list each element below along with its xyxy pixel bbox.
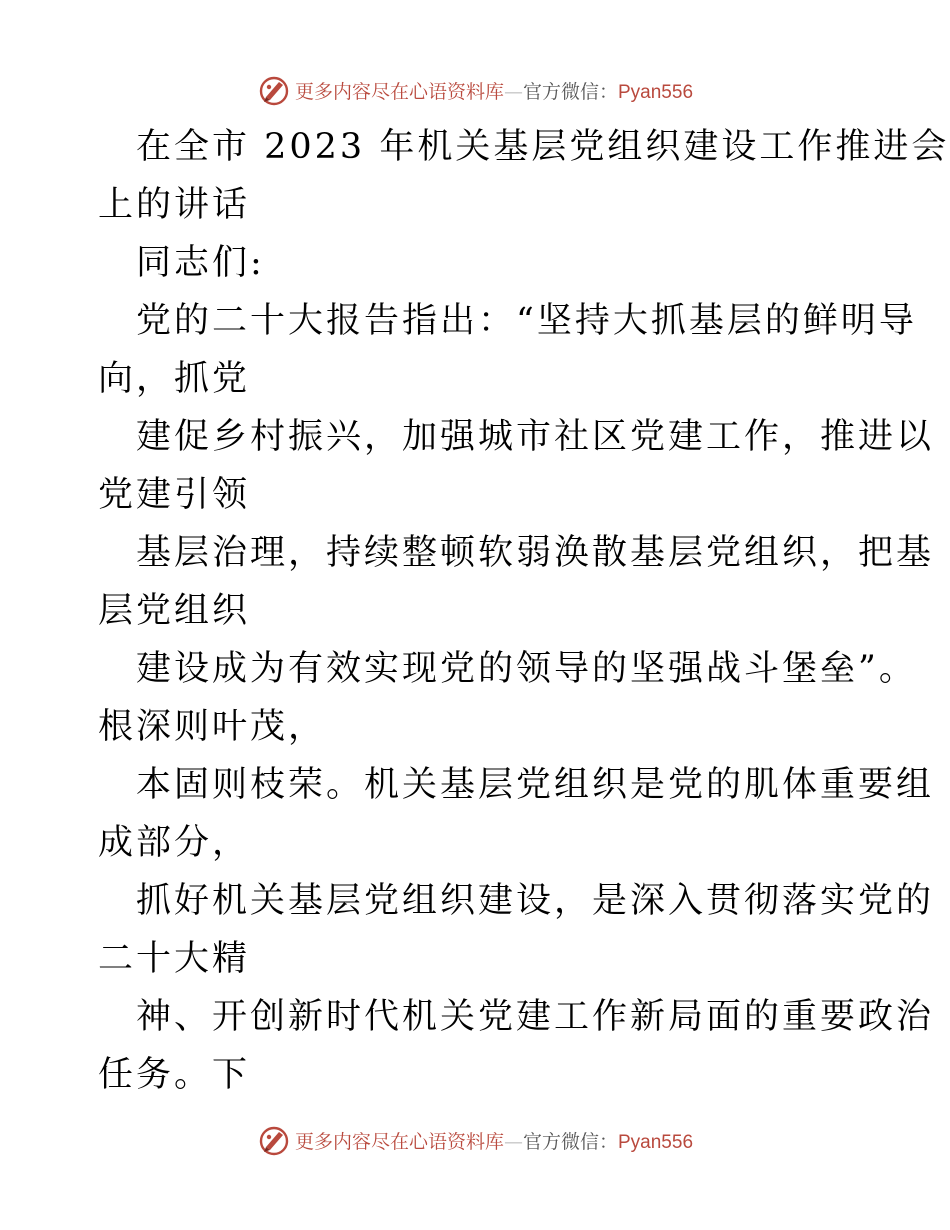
text-line: 成部分， xyxy=(98,823,251,863)
document-body xyxy=(98,118,950,1104)
watermark-text: 更多内容尽在心语资料库 xyxy=(294,1130,504,1153)
watermark-label: 官方微信： xyxy=(522,80,618,103)
text-line: 根深则叶茂， xyxy=(98,707,327,747)
text-line: 二十大精 xyxy=(98,939,251,979)
text-line: 抓好机关基层党组织建设，是深入贯彻落实党的 xyxy=(136,881,935,921)
pen-logo-icon xyxy=(257,73,291,107)
text-line: 上的讲话 xyxy=(98,185,251,225)
pen-logo-icon xyxy=(257,1123,291,1157)
watermark-account: Pyan556 xyxy=(618,1131,694,1153)
text-line: 同志们: xyxy=(136,243,265,283)
text-line: 层党组织 xyxy=(98,591,251,631)
watermark-banner-bottom xyxy=(0,1120,950,1160)
text-line: 建设成为有效实现党的领导的坚强战斗堡垒”。 xyxy=(136,649,917,689)
watermark-banner-top xyxy=(0,70,950,110)
watermark-label: 官方微信： xyxy=(522,1130,618,1153)
watermark-separator: — xyxy=(503,80,523,103)
text-line: 党建引领 xyxy=(98,475,251,515)
text-line: 本固则枝荣。机关基层党组织是党的肌体重要组 xyxy=(136,765,935,805)
text-line: 向，抓党 xyxy=(98,359,251,399)
watermark-text: 更多内容尽在心语资料库 xyxy=(294,80,504,103)
watermark-account: Pyan556 xyxy=(618,81,694,103)
watermark-separator: — xyxy=(503,1130,523,1153)
text-line: 基层治理，持续整顿软弱涣散基层党组织，把基 xyxy=(136,533,935,573)
text-line: 神、开创新时代机关党建工作新局面的重要政治 xyxy=(136,997,935,1037)
text-line: 在全市 2023 年机关基层党组织建设工作推进会 xyxy=(136,127,950,167)
text-line: 建促乡村振兴，加强城市社区党建工作，推进以 xyxy=(136,417,935,457)
text-line: 任务。下 xyxy=(98,1055,251,1095)
text-line: 党的二十大报告指出：“坚持大抓基层的鲜明导 xyxy=(136,301,917,341)
